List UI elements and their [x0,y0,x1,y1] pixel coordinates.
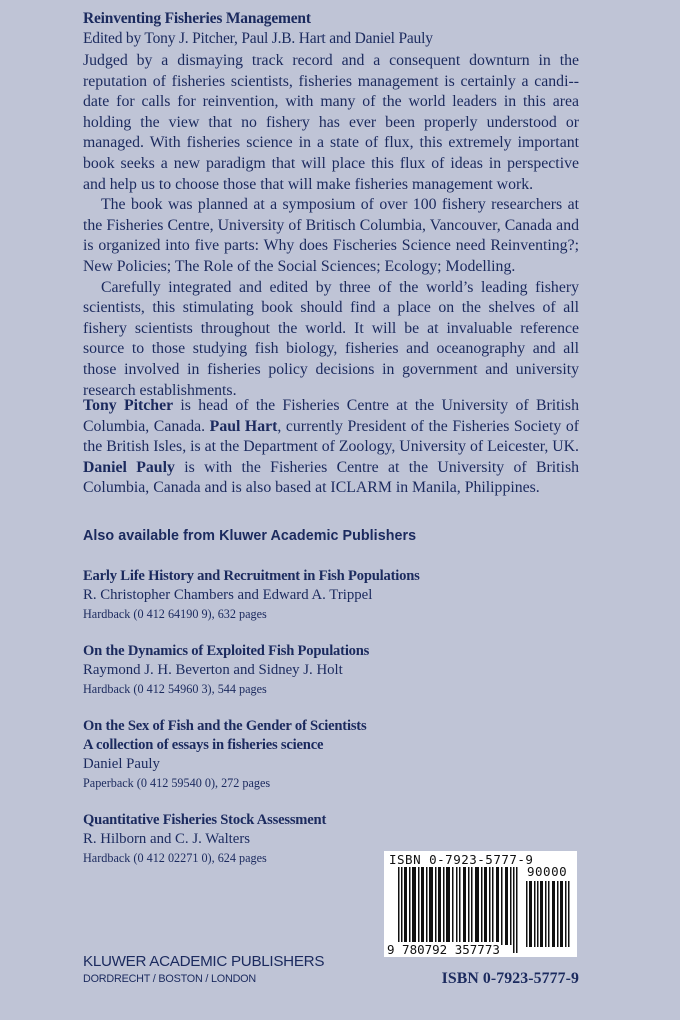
description-paragraph: Judged by a dismaying track record and a consequent downturn in the reputation of fisheries scientists, fisheries management is certainly a candi-date for calls for reinvention, with many of the world leaders in this area holding the view that no fishery has ever been properly understood or managed. With fisheries science in a state of flux, this extremely important book seeks a new paradigm that will place this flux of ideas in perspective and help us to choose those that will make fisheries management work. [83,52,579,193]
bios-paragraph [83,396,579,499]
related-book-info: Paperback (0 412 59540 0), 272 pages [83,776,271,790]
book-description [83,51,579,401]
related-book-authors: R. Christopher Chambers and Edward A. Trippel [83,587,373,603]
related-book-title: Early Life History and Recruitment in Fish Populations [83,568,420,584]
related-book-info: Hardback (0 412 02271 0), 624 pages [83,851,267,865]
related-book-subtitle: A collection of essays in fisheries science [83,737,324,753]
editor-bios [83,396,579,499]
also-available-heading: Also available from Kluwer Academic Publishers [83,528,417,544]
publisher-block [83,952,324,987]
editor-bio-text: is with the Fisheries Centre at the University of British Columbia, Canada and is also based at ICLARM in Manila, Philippines. [83,458,579,497]
barcode-isbn-label: ISBN 0-7923-5777-9 [389,852,534,867]
barcode-addon-bars-icon [526,881,570,947]
description-paragraph: The book was planned at a symposium of over 100 fishery researchers at the Fisheries Centre, University of Britisch Columbia, Vancouver, Canada and is organized into five parts: Why does Fischeries Science need Reinventing?; New Policies; The Role of the Social Sciences; Ecology; Modelling. [83,196,579,275]
barcode-price-code: 90000 [527,864,568,879]
publisher-name: KLUWER ACADEMIC PUBLISHERS [83,953,325,970]
related-book-authors: Daniel Pauly [83,756,160,772]
related-book [83,717,579,792]
related-book-title: On the Sex of Fish and the Gender of Scientists [83,718,367,734]
related-book-info: Hardback (0 412 64190 9), 632 pages [83,607,267,621]
related-book-authors: Raymond J. H. Beverton and Sidney J. Holt [83,662,343,678]
isbn-barcode [384,851,577,957]
editor-bio-text: , currently President of the Fisheries Society of the British Isles, is at the Department of Zoology, University of Leicester, UK. [83,417,579,456]
editor-name: Paul Hart [209,417,278,435]
related-book [83,642,579,698]
book-header [83,9,579,49]
barcode-ean-digits: 9 780792 357773 [387,942,500,957]
related-book-authors: R. Hilborn and C. J. Walters [83,831,251,847]
editor-name: Tony Pitcher [83,397,174,414]
description-paragraph: Carefully integrated and edited by three of the world’s leading fishery scientists, this stimulating book should find a place on the shelves of all fishery scientists throughout the world. It will be at invaluable reference source to those studying fish biology, fisheries and oceanography and all those involved in fisheries policy decisions in government and university research establishments. [83,278,579,399]
editor-bio-text: is head of the Fisheries Centre at the University of British Columbia, Canada. [83,397,579,435]
barcode-bars-icon [398,867,518,953]
related-book-info: Hardback (0 412 54960 3), 544 pages [83,682,267,696]
related-book [83,567,579,623]
isbn-footer: ISBN 0-7923-5777-9 [441,970,579,987]
related-book-title: Quantitative Fisheries Stock Assessment [83,812,327,828]
also-available-section [83,527,579,886]
book-editors: Edited by Tony J. Pitcher, Paul J.B. Hart and Daniel Pauly [83,30,433,47]
book-title: Reinventing Fisheries Management [83,10,311,27]
editor-name: Daniel Pauly [83,458,175,476]
publisher-cities: DORDRECHT / BOSTON / LONDON [83,973,256,985]
related-book-title: On the Dynamics of Exploited Fish Populations [83,643,370,659]
